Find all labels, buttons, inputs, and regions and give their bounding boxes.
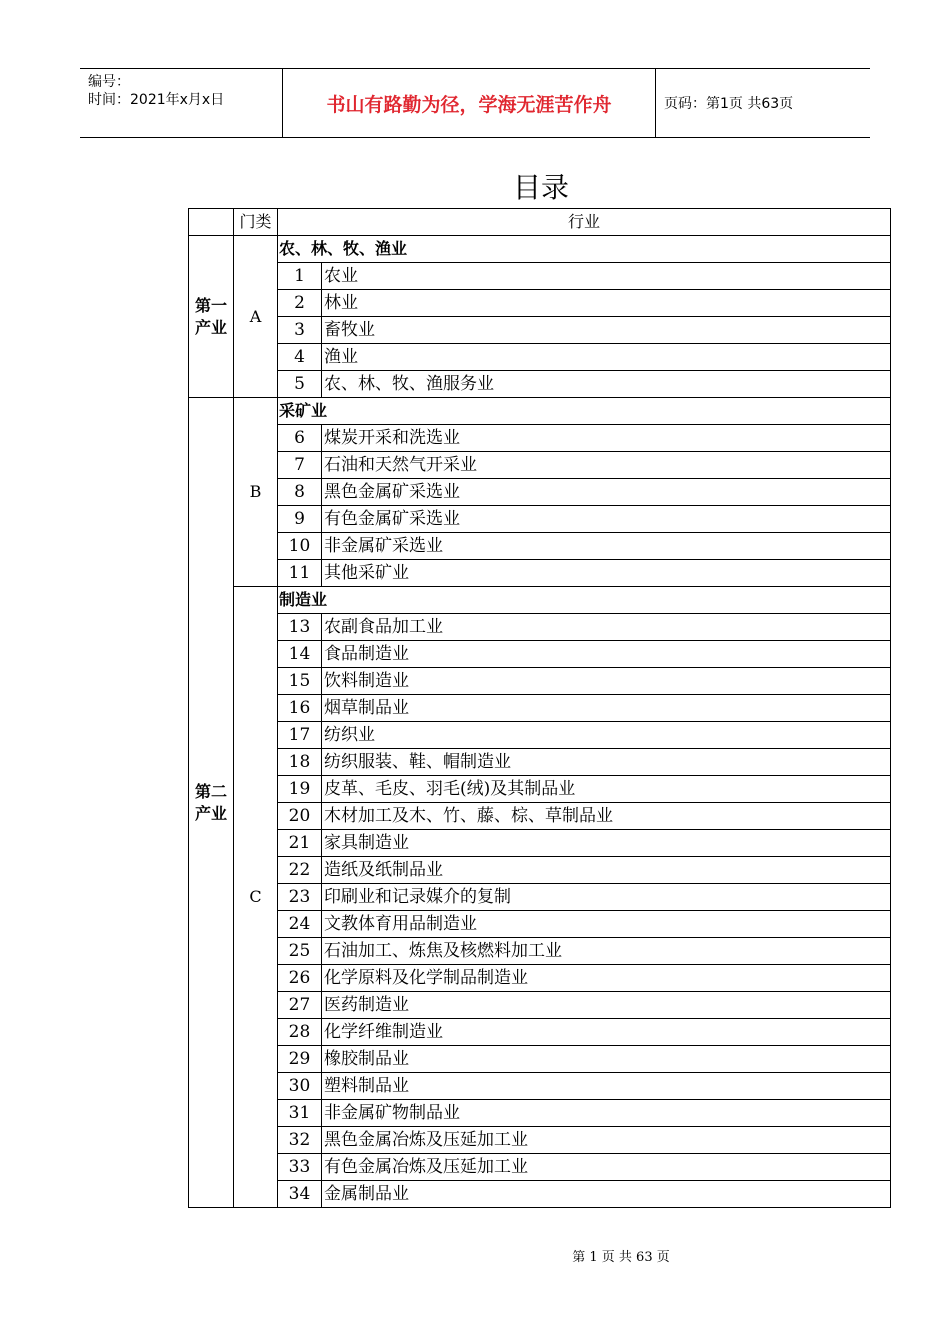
header-blank-cell: [189, 209, 234, 236]
industry-label: [189, 398, 234, 1208]
table-row: [189, 1019, 891, 1046]
row-number: 32: [278, 1127, 322, 1154]
row-industry-name: 烟草制品业: [322, 695, 891, 722]
row-industry-name: 农业: [322, 263, 891, 290]
category-code: B: [234, 398, 278, 587]
industry-label-text: 第二 产业: [194, 781, 227, 823]
table-row: [189, 560, 891, 587]
row-industry-name: 纺织业: [322, 722, 891, 749]
row-industry-name: 石油和天然气开采业: [322, 452, 891, 479]
row-industry-name: 金属制品业: [322, 1181, 891, 1208]
row-number: 9: [278, 506, 322, 533]
row-industry-name: 造纸及纸制品业: [322, 857, 891, 884]
row-industry-name: 有色金属冶炼及压延加工业: [322, 1154, 891, 1181]
section-name: 制造业: [278, 587, 891, 614]
table-row: [189, 776, 891, 803]
row-industry-name: 塑料制品业: [322, 1073, 891, 1100]
row-industry-name: 农副食品加工业: [322, 614, 891, 641]
header-page-info: 页码：第1页 共63页: [664, 96, 794, 112]
row-number: 23: [278, 884, 322, 911]
row-industry-name: 煤炭开采和洗选业: [322, 425, 891, 452]
row-number: 33: [278, 1154, 322, 1181]
table-row: [189, 452, 891, 479]
row-number: 18: [278, 749, 322, 776]
row-industry-name: 饮料制造业: [322, 668, 891, 695]
row-number: 29: [278, 1046, 322, 1073]
row-industry-name: 文教体育用品制造业: [322, 911, 891, 938]
row-number: 16: [278, 695, 322, 722]
page-header: [80, 68, 870, 138]
table-row: [189, 614, 891, 641]
row-industry-name: 石油加工、炼焦及核燃料加工业: [322, 938, 891, 965]
table-row: [189, 290, 891, 317]
table-row: [189, 911, 891, 938]
row-number: 8: [278, 479, 322, 506]
table-row: [189, 965, 891, 992]
row-number: 25: [278, 938, 322, 965]
row-number: 19: [278, 776, 322, 803]
header-category: 门类: [234, 209, 278, 236]
table-row: [189, 1100, 891, 1127]
row-number: 31: [278, 1100, 322, 1127]
table-row: [189, 1073, 891, 1100]
industry-label: [189, 236, 234, 398]
row-number: 11: [278, 560, 322, 587]
row-industry-name: 化学纤维制造业: [322, 1019, 891, 1046]
row-industry-name: 木材加工及木、竹、藤、棕、草制品业: [322, 803, 891, 830]
row-number: 17: [278, 722, 322, 749]
category-code: A: [234, 236, 278, 398]
row-industry-name: 家具制造业: [322, 830, 891, 857]
page-title: 目录: [512, 171, 569, 204]
row-industry-name: 橡胶制品业: [322, 1046, 891, 1073]
table-row: [189, 641, 891, 668]
row-industry-name: 农、林、牧、渔服务业: [322, 371, 891, 398]
category-code: C: [234, 587, 278, 1208]
table-row: [189, 263, 891, 290]
row-number: 27: [278, 992, 322, 1019]
row-industry-name: 黑色金属冶炼及压延加工业: [322, 1127, 891, 1154]
row-number: 22: [278, 857, 322, 884]
row-industry-name: 非金属矿采选业: [322, 533, 891, 560]
table-row: [189, 317, 891, 344]
row-number: 24: [278, 911, 322, 938]
table-row: [189, 506, 891, 533]
time-label: 时间：2021年x月x日: [88, 92, 225, 108]
table-row: [189, 857, 891, 884]
table-row: [189, 668, 891, 695]
row-number: 3: [278, 317, 322, 344]
table-row: [189, 1127, 891, 1154]
table-row: [189, 749, 891, 776]
row-industry-name: 渔业: [322, 344, 891, 371]
table-row: [189, 1154, 891, 1181]
row-industry-name: 医药制造业: [322, 992, 891, 1019]
table-row: [189, 830, 891, 857]
row-industry-name: 印刷业和记录媒介的复制: [322, 884, 891, 911]
row-number: 28: [278, 1019, 322, 1046]
row-number: 15: [278, 668, 322, 695]
header-industry: 行业: [278, 209, 891, 236]
row-number: 7: [278, 452, 322, 479]
table-header-row: [189, 209, 891, 236]
row-number: 5: [278, 371, 322, 398]
table-row: [189, 344, 891, 371]
header-motto: 书山有路勤为径，学海无涯苦作舟: [283, 69, 656, 137]
table-row: [189, 803, 891, 830]
section-name: 采矿业: [278, 398, 891, 425]
row-number: 10: [278, 533, 322, 560]
table-row: [189, 1181, 891, 1208]
row-industry-name: 畜牧业: [322, 317, 891, 344]
row-industry-name: 皮革、毛皮、羽毛(绒)及其制品业: [322, 776, 891, 803]
number-label: 编号：: [88, 74, 130, 90]
row-industry-name: 黑色金属矿采选业: [322, 479, 891, 506]
row-industry-name: 非金属矿物制品业: [322, 1100, 891, 1127]
row-industry-name: 有色金属矿采选业: [322, 506, 891, 533]
table-row: [189, 425, 891, 452]
industry-label-text: 第一 产业: [194, 295, 227, 337]
row-industry-name: 化学原料及化学制品制造业: [322, 965, 891, 992]
table-row: [189, 479, 891, 506]
table-row: [189, 533, 891, 560]
industry-table: [188, 208, 891, 1208]
table-row: [189, 371, 891, 398]
row-number: 6: [278, 425, 322, 452]
row-number: 2: [278, 290, 322, 317]
row-number: 30: [278, 1073, 322, 1100]
row-number: 21: [278, 830, 322, 857]
row-industry-name: 林业: [322, 290, 891, 317]
row-number: 20: [278, 803, 322, 830]
row-number: 34: [278, 1181, 322, 1208]
table-row: [189, 722, 891, 749]
row-number: 1: [278, 263, 322, 290]
row-number: 14: [278, 641, 322, 668]
row-number: 4: [278, 344, 322, 371]
table-row: [189, 1046, 891, 1073]
row-number: 13: [278, 614, 322, 641]
table-row: [189, 695, 891, 722]
row-industry-name: 其他采矿业: [322, 560, 891, 587]
section-name: 农、林、牧、渔业: [278, 236, 891, 263]
row-industry-name: 食品制造业: [322, 641, 891, 668]
section-row: [189, 236, 891, 263]
header-meta: [80, 69, 283, 137]
table-row: [189, 884, 891, 911]
row-industry-name: 纺织服装、鞋、帽制造业: [322, 749, 891, 776]
section-row: [189, 587, 891, 614]
page-footer: 第 1 页 共 63 页: [572, 1250, 670, 1265]
industry-table-body: [189, 209, 891, 1208]
table-row: [189, 992, 891, 1019]
section-row: [189, 398, 891, 425]
table-row: [189, 938, 891, 965]
row-number: 26: [278, 965, 322, 992]
